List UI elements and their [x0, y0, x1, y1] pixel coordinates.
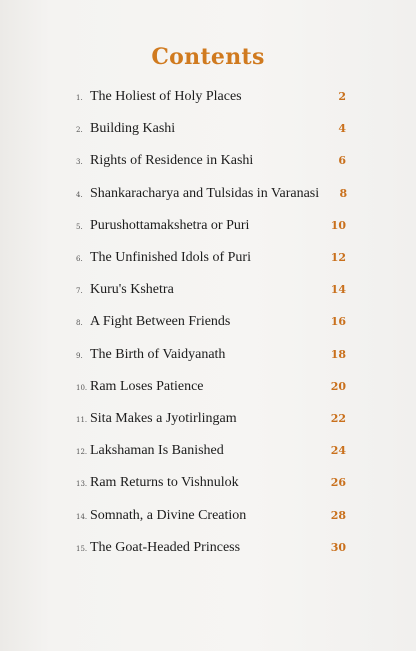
toc-entry	[76, 186, 346, 206]
toc-entry	[76, 282, 346, 302]
toc-entry-number: 4.	[76, 190, 83, 199]
toc-entry-page-number: 26	[330, 476, 346, 490]
toc-entry-page-number: 20	[330, 379, 346, 393]
toc-entry-number: 2.	[76, 126, 83, 135]
toc-entry-title: Somnath, a Divine Creation	[90, 507, 247, 523]
toc-entry	[76, 508, 346, 528]
toc-entry-number: 9.	[76, 351, 83, 360]
toc-entry-title: Lakshaman Is Banished	[90, 443, 224, 459]
toc-entry-number: 7.	[76, 287, 83, 296]
toc-entry-title: Kuru's Kshetra	[90, 282, 174, 298]
toc-entry-page-number: 6	[338, 154, 346, 168]
toc-entry	[76, 89, 346, 109]
toc-entry-title: Purushottamakshetra or Puri	[90, 217, 250, 233]
toc-entry-title: The Unfinished Idols of Puri	[90, 250, 251, 265]
toc-entry-title: The Holiest of Holy Places	[90, 89, 242, 104]
toc-entry-number: 10.	[76, 383, 88, 392]
toc-entry	[76, 475, 346, 495]
toc-entry-number: 11.	[76, 416, 88, 424]
toc-entry	[76, 153, 346, 173]
toc-entry-page-number: 12	[330, 251, 346, 264]
toc-entry-number: 15.	[76, 544, 88, 553]
toc-entry	[76, 379, 346, 399]
toc-entry-page-number: 4	[338, 122, 346, 136]
toc-entry-page-number: 2	[338, 90, 346, 103]
toc-entry-title: Rights of Residence in Kashi	[90, 153, 254, 169]
toc-entry-page-number: 16	[330, 315, 346, 329]
toc-entry-number: 14.	[76, 512, 88, 521]
toc-entry-page-number: 18	[330, 347, 346, 361]
toc-entry	[76, 540, 346, 560]
toc-entry-page-number: 14	[330, 283, 346, 297]
toc-entry-title: Building Kashi	[90, 121, 176, 137]
toc-entry-title: Ram Returns to Vishnulok	[90, 475, 239, 491]
toc-entry-page-number: 30	[330, 540, 346, 554]
toc-entry-title: Shankaracharya and Tulsidas in Varanasi	[90, 185, 320, 201]
toc-entry-number: 12.	[76, 448, 88, 457]
toc-entry-title: Sita Makes a Jyotirlingam	[90, 411, 237, 426]
toc-entry-page-number: 22	[330, 412, 346, 425]
toc-entry	[76, 218, 346, 238]
toc-entry-number: 5.	[76, 222, 83, 231]
toc-entry	[76, 411, 346, 431]
toc-entry	[76, 250, 346, 270]
toc-entry	[76, 121, 346, 141]
toc-entry-title: The Goat-Headed Princess	[90, 539, 241, 555]
toc-entry-page-number: 8	[339, 186, 348, 200]
toc-entry	[76, 314, 346, 334]
toc-entry-number: 3.	[76, 158, 83, 167]
toc-entry	[76, 347, 346, 367]
toc-entry-page-number: 10	[330, 218, 346, 232]
toc-entry-title: The Birth of Vaidyanath	[90, 346, 226, 362]
toc-entry-number: 1.	[76, 94, 83, 102]
toc-entry	[76, 443, 346, 463]
toc-entry-title: A Fight Between Friends	[90, 314, 231, 330]
toc-entry-title: Ram Loses Patience	[90, 378, 204, 394]
toc-entry-number: 6.	[76, 255, 83, 263]
toc-entry-number: 8.	[76, 319, 83, 328]
toc-entry-page-number: 24	[330, 444, 346, 458]
toc-entry-page-number: 28	[330, 508, 346, 522]
toc-entry-number: 13.	[76, 480, 88, 489]
contents-heading: Contents	[151, 44, 265, 70]
